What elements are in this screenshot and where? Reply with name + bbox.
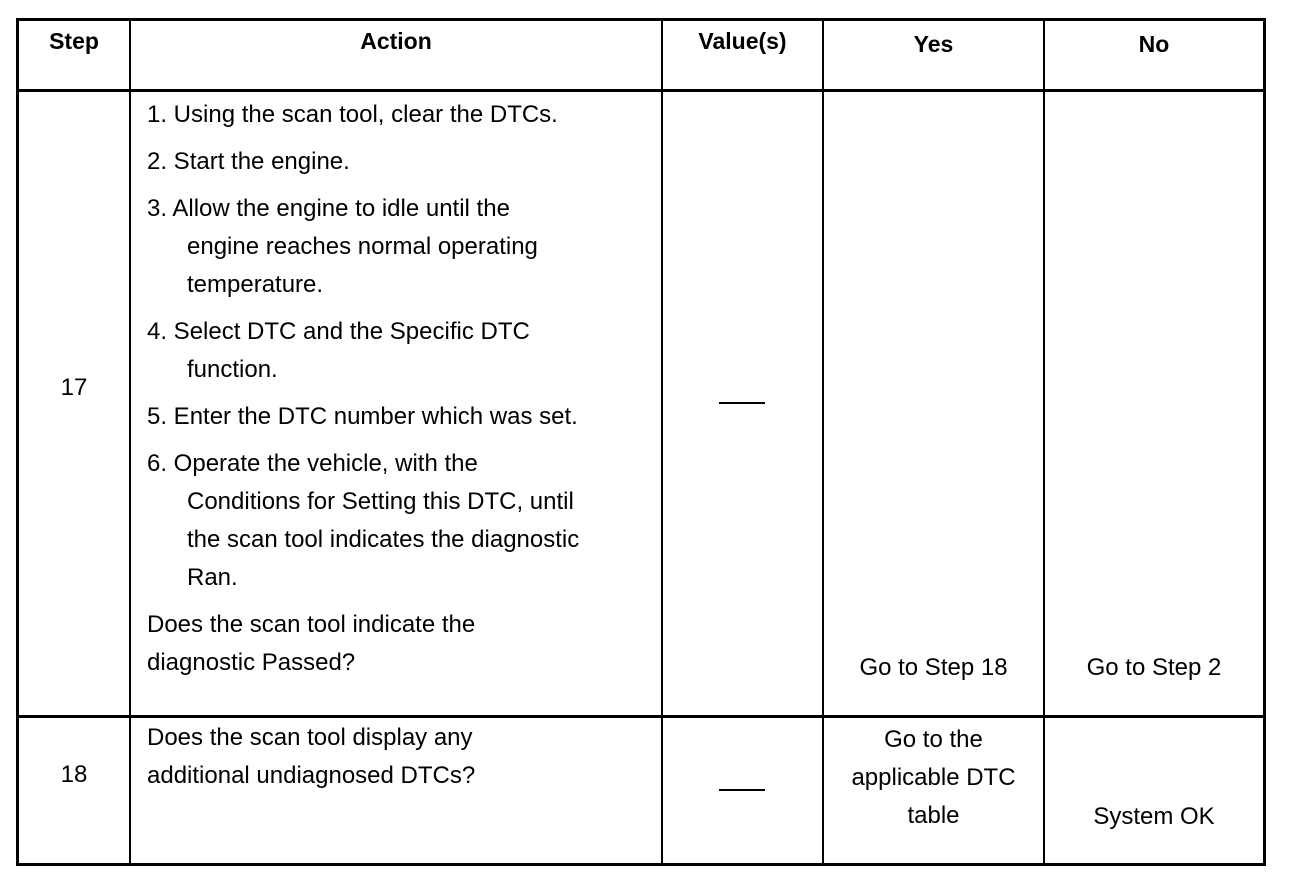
action-step-text: 1. Using the scan tool, clear the DTCs. [147,101,558,128]
question-line: diagnostic Passed? [147,649,356,676]
action-step-text: 4. Select DTC and the Specific DTC [147,318,530,345]
action-step-continuation: engine reaches normal operating [187,233,538,260]
action-step-continuation: temperature. [187,271,324,298]
header-values: Value(s) [698,28,787,54]
value-dash [719,789,765,791]
action-step-text: 5. Enter the DTC number which was set. [147,403,578,430]
question-line: Does the scan tool indicate the [147,611,476,638]
action-step-list [147,96,657,682]
step-number: 18 [60,761,88,788]
action-step [147,143,657,181]
no-result: System OK [1093,803,1215,830]
column-divider [129,21,131,863]
action-step [147,398,657,436]
action-step-continuation: the scan tool indicates the diagnostic [187,526,580,553]
action-step-text: 3. Allow the engine to idle until the [147,195,510,222]
action-step-continuation: function. [187,356,278,383]
action-step [147,313,657,389]
no-result: Go to Step 2 [1086,654,1222,681]
action-step-text: 6. Operate the vehicle, with the [147,450,478,477]
row-divider [19,715,1263,718]
action-step-continuation: Conditions for Setting this DTC, until [187,488,574,515]
yes-result: Go to Step 18 [859,654,1008,681]
diagnostic-table [16,18,1266,866]
header-yes: Yes [913,31,954,57]
action-step-continuation: Ran. [187,564,238,591]
action-cell [147,96,657,682]
action-step-text: 2. Start the engine. [147,148,350,175]
question [147,606,657,682]
row-divider [19,89,1263,92]
column-divider [1043,21,1045,863]
action-step [147,445,657,597]
header-step: Step [49,28,99,54]
yes-result-line: applicable DTC [851,764,1016,791]
value-dash [719,402,765,404]
action-cell [147,719,657,795]
action-step [147,190,657,304]
step-number: 17 [60,374,88,401]
column-divider [661,21,663,863]
question-line: additional undiagnosed DTCs? [147,762,476,789]
header-action: Action [360,28,432,54]
yes-result-line: table [907,802,960,829]
action-step [147,96,657,134]
header-no: No [1138,31,1170,57]
yes-result-line: Go to the [884,726,983,753]
yes-result [824,721,1043,835]
question-line: Does the scan tool display any [147,724,473,751]
